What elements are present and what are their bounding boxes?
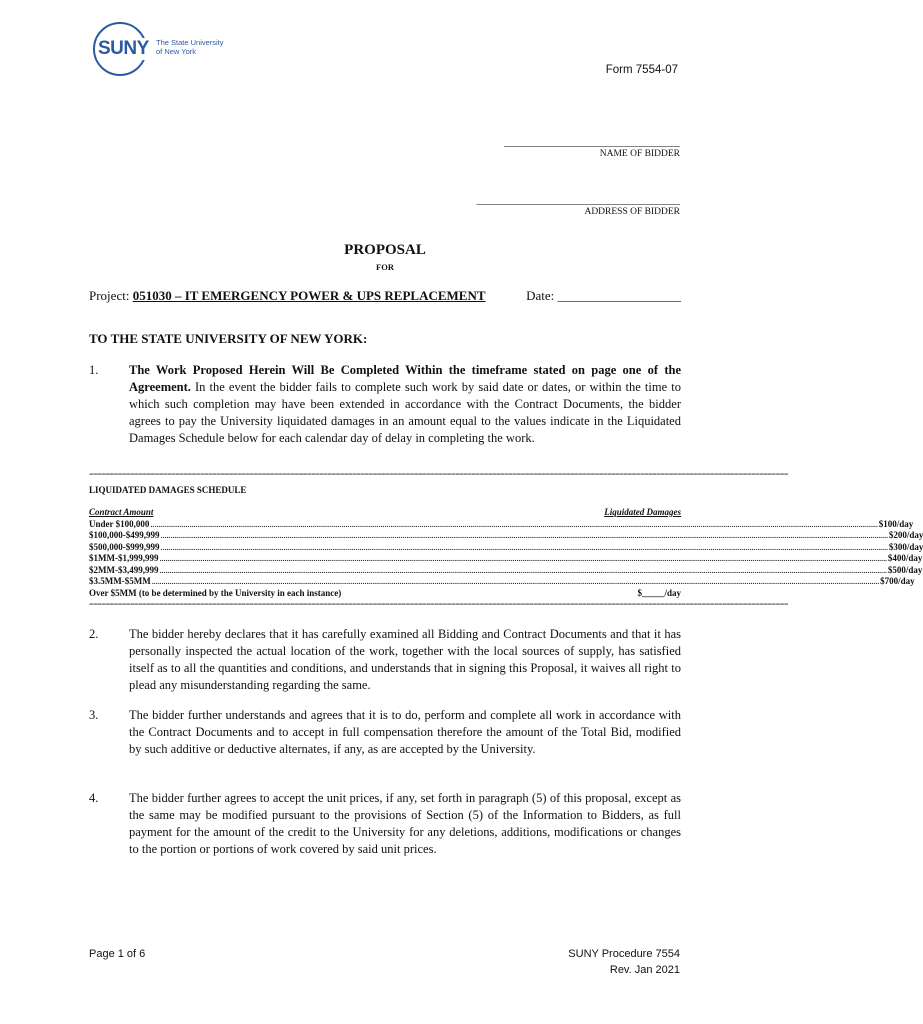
table-row (89, 588, 681, 600)
paragraph-number: 4. (89, 791, 99, 805)
table-row (89, 541, 923, 554)
divider-bottom: ========================================================================================================================================================================== (89, 600, 788, 609)
ld-damages: $500/day (887, 564, 923, 575)
bidder-name-label: NAME OF BIDDER (599, 149, 680, 159)
logo-mark: SUNY (98, 38, 149, 59)
bidder-address-field[interactable]: _____________________________________ (476, 194, 680, 206)
date-field[interactable]: Date: ___________________ (526, 288, 681, 303)
paragraph-number: 1. (89, 363, 99, 377)
ld-damages: $400/day (887, 553, 923, 563)
procedure-number: SUNY Procedure 7554 (568, 948, 680, 960)
suny-logo (93, 22, 233, 80)
ld-damages: $200/day (888, 530, 923, 540)
paragraph-1-bold: The Work Proposed Herein Will Be Completed Within the timeframe stated on page one of the Agreement. (129, 363, 681, 394)
salutation: TO THE STATE UNIVERSITY OF NEW YORK: (89, 331, 368, 346)
project-prefix: Project: (89, 288, 133, 303)
table-row (89, 564, 923, 577)
page-subtitle: FOR (376, 262, 394, 272)
divider-top: ========================================================================================================================================================================== (89, 470, 788, 479)
paragraph-4 (89, 790, 681, 858)
ld-amount: Under $100,000 (89, 518, 150, 529)
ld-amount: $500,000-$999,999 (89, 541, 160, 552)
page-number: Page 1 of 6 (89, 948, 146, 960)
table-row (89, 530, 923, 542)
table-row (89, 576, 915, 588)
logo-line-2: of New York (156, 46, 197, 56)
bidder-address-label: ADDRESS OF BIDDER (584, 207, 680, 217)
page-title: PROPOSAL (344, 242, 426, 258)
paragraph-3 (89, 707, 681, 758)
table-row (89, 553, 923, 565)
logo-line-1: The State University (156, 38, 224, 47)
paragraph-number: 2. (89, 627, 99, 641)
ld-schedule-title: LIQUIDATED DAMAGES SCHEDULE (89, 485, 247, 495)
ld-amount: $2MM-$3,499,999 (89, 564, 159, 575)
ld-amount: $1MM-$1,999,999 (89, 553, 159, 563)
ld-col-damages: Liquidated Damages (604, 507, 681, 517)
ld-amount: Over $5MM (to be determined by the University in each instance) (89, 587, 342, 598)
ld-header-row (89, 507, 681, 519)
paragraph-1-text: In the event the bidder fails to complete such work by said date or dates, or within the time to which such completion may have been extended in accordance with the Contract Documents, the bidder agrees to pay the University liquidated damages in an amount equal to the values indicate in the Liquidated Damages Schedule below for each calendar day of delay in completing the work. (129, 380, 681, 445)
ld-col-amount: Contract Amount (89, 507, 154, 517)
bidder-name-field[interactable]: ________________________________ (504, 136, 680, 148)
paragraph-number: 3. (89, 708, 99, 722)
form-number: Form 7554-07 (605, 64, 678, 76)
ld-schedule-table (89, 507, 923, 599)
paragraph-2 (89, 626, 681, 694)
table-row (89, 518, 914, 531)
project-line (89, 288, 681, 304)
ld-amount: $3.5MM-$5MM (89, 576, 151, 586)
revision-date: Rev. Jan 2021 (609, 964, 680, 976)
paragraph-3-text: The bidder further understands and agrees that it is to do, perform and complete all work in accordance with the Contract Documents and to accept in full compensation therefore the amount of the Total Bid, modified by such additive or deductive alternates, if any, as are accepted by the University. (129, 708, 681, 756)
paragraph-2-text: The bidder hereby declares that it has carefully examined all Bidding and Contract Documents and that it has personally inspected the actual location of the work, together with the local sources of supply, has satisfied itself as to all the quantities and conditions, and understands that in signing this Proposal, it waives all right to plead any misunderstanding regarding the same. (129, 627, 681, 692)
paragraph-4-text: The bidder further agrees to accept the unit prices, if any, set forth in paragraph (5) of this proposal, except as the same may be modified pursuant to the provisions of Section (5) of the Information to Bidders, as full payment for the amount of the credit to the University for any deletions, additions, modifications or changes to the portion or portions of work covered by said unit prices. (129, 791, 681, 856)
paragraph-1 (89, 362, 681, 447)
ld-damages: $700/day (880, 576, 915, 586)
ld-damages: $100/day (878, 518, 914, 529)
ld-amount: $100,000-$499,999 (89, 530, 160, 540)
project-name: 051030 – IT EMERGENCY POWER & UPS REPLACEMENT (132, 288, 486, 303)
ld-damages: $300/day (888, 541, 923, 552)
ld-damages-field[interactable]: $_____/day (637, 587, 681, 598)
logo-text (156, 39, 236, 56)
